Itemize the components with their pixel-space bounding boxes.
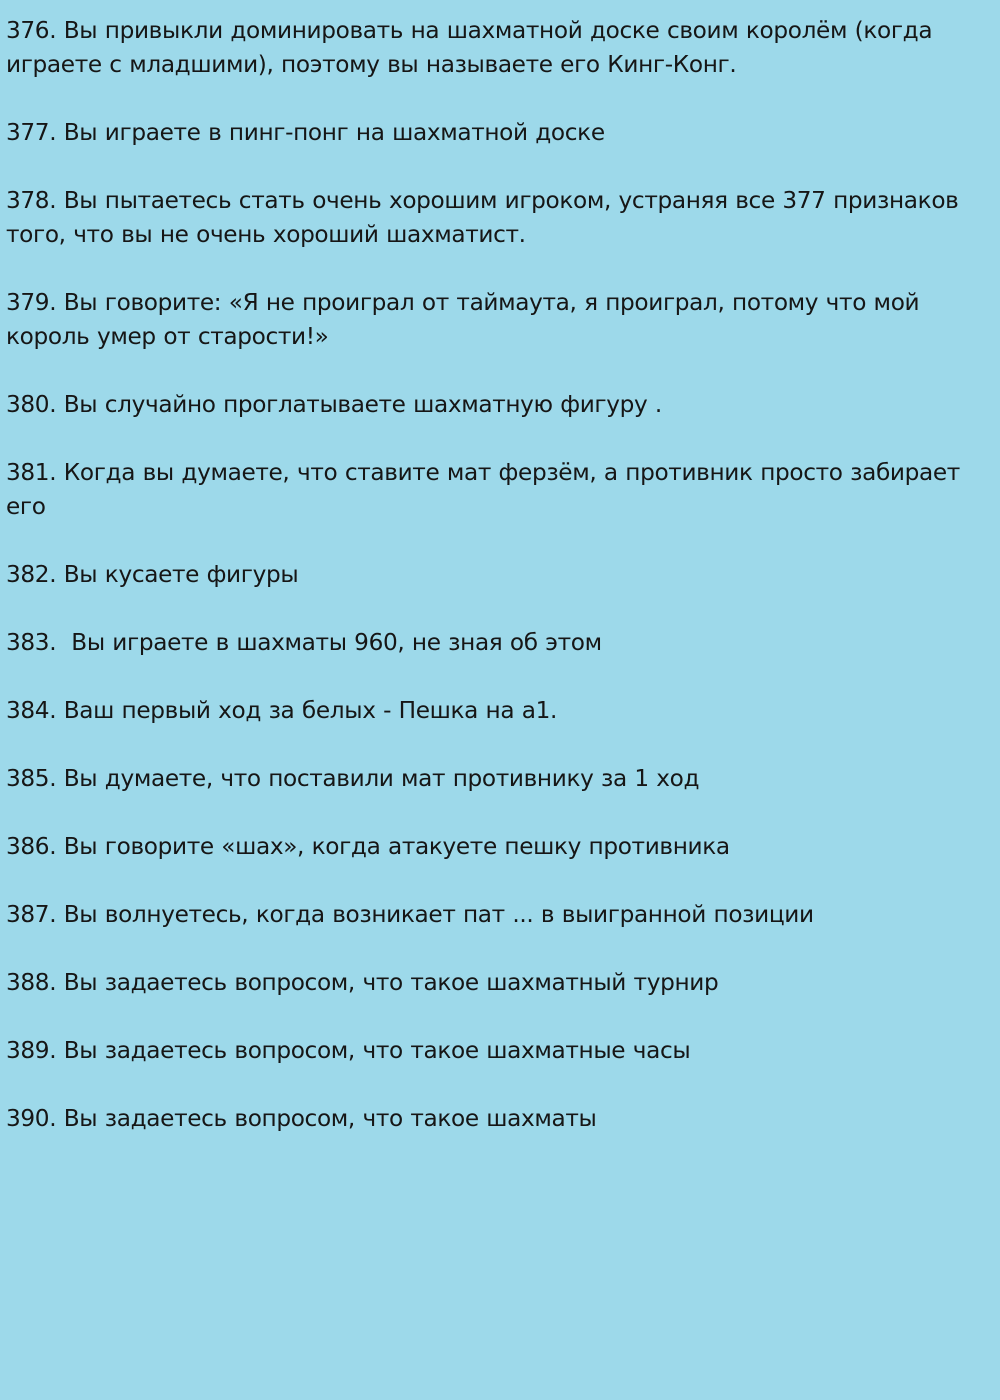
- list-item: 389. Вы задаетесь вопросом, что такое шахматные часы: [6, 1037, 691, 1064]
- list-item: 376. Вы привыкли доминировать на шахматной доске своим королём (когда играете с младшими), поэтому вы называете его Кинг-Конг.: [6, 17, 940, 78]
- list-item: 382. Вы кусаете фигуры: [6, 561, 299, 588]
- list-item: 378. Вы пытаетесь стать очень хорошим игроком, устраняя все 377 признаков того, что вы не очень хороший шахматист.: [6, 187, 966, 248]
- list-item: 386. Вы говорите «шах», когда атакуете пешку противника: [6, 833, 730, 860]
- list-item: 385. Вы думаете, что поставили мат противнику за 1 ход: [6, 765, 700, 792]
- list-item: 390. Вы задаетесь вопросом, что такое шахматы: [6, 1105, 597, 1132]
- list-item: 379. Вы говорите: «Я не проиграл от таймаута, я проиграл, потому что мой король умер от старости!»: [6, 289, 927, 350]
- list-item: 377. Вы играете в пинг-понг на шахматной доске: [6, 119, 605, 146]
- list-item: 383. Вы играете в шахматы 960, не зная об этом: [6, 629, 602, 656]
- entry-list: [6, 14, 984, 1136]
- list-item: 387. Вы волнуетесь, когда возникает пат ... в выигранной позиции: [6, 901, 814, 928]
- list-item: 381. Когда вы думаете, что ставите мат ферзём, а противник просто забирает его: [6, 459, 968, 520]
- list-item: 384. Ваш первый ход за белых - Пешка на a1.: [6, 697, 558, 724]
- list-item: 380. Вы случайно проглатываете шахматную фигуру .: [6, 391, 662, 418]
- list-item: 388. Вы задаетесь вопросом, что такое шахматный турнир: [6, 969, 719, 996]
